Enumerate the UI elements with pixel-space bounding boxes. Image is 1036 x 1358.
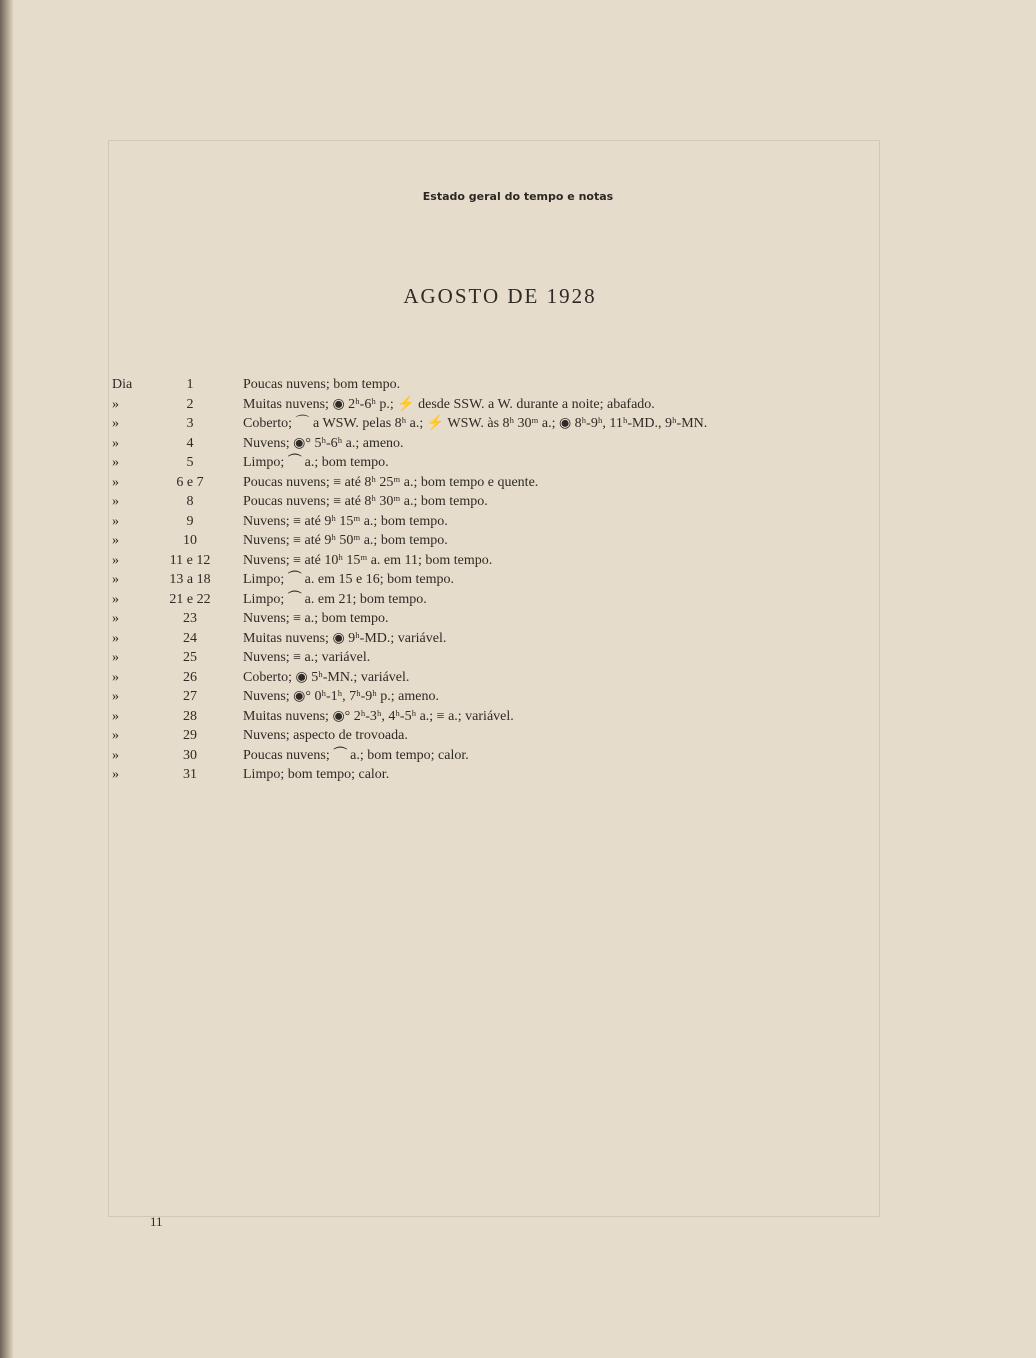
table-row bbox=[0, 668, 1036, 688]
note-cell: Muitas nuvens; ◉ 2ʰ-6ʰ p.; ⚡ desde SSW. a W. durante a noite; abafado. bbox=[243, 396, 655, 412]
page-title: AGOSTO DE 1928 bbox=[403, 284, 597, 308]
day-cell: 25 bbox=[183, 650, 197, 665]
row-label: » bbox=[112, 689, 119, 704]
note-cell: Muitas nuvens; ◉ 9ʰ-MD.; variável. bbox=[243, 630, 447, 646]
note-cell: Nuvens; ◉° 0ʰ-1ʰ, 7ʰ-9ʰ p.; ameno. bbox=[243, 689, 439, 704]
note-cell: Poucas nuvens; bom tempo. bbox=[243, 377, 401, 392]
day-cell: 31 bbox=[183, 767, 197, 782]
table-row bbox=[0, 434, 1036, 454]
row-label: » bbox=[112, 611, 119, 626]
table-row bbox=[0, 512, 1036, 532]
row-label: » bbox=[112, 474, 119, 490]
row-label: » bbox=[112, 494, 119, 509]
day-cell: 9 bbox=[186, 513, 194, 529]
table-row bbox=[0, 414, 1036, 434]
note-cell: Nuvens; ≡ até 9ʰ 15ᵐ a.; bom tempo. bbox=[243, 513, 448, 529]
row-label: » bbox=[112, 650, 119, 665]
row-label: » bbox=[112, 416, 119, 431]
table-row bbox=[0, 453, 1036, 473]
section-header: Estado geral do tempo e notas bbox=[422, 190, 614, 203]
row-label: » bbox=[112, 552, 119, 568]
page-number: 11 bbox=[150, 1214, 163, 1229]
row-label: » bbox=[112, 669, 119, 685]
row-label: » bbox=[112, 767, 119, 782]
note-cell: Muitas nuvens; ◉° 2ʰ-3ʰ, 4ʰ-5ʰ a.; ≡ a.; variável. bbox=[243, 708, 514, 724]
note-cell: Poucas nuvens; ≡ até 8ʰ 30ᵐ a.; bom tempo. bbox=[243, 494, 488, 509]
note-cell: Coberto; ◉ 5ʰ-MN.; variável. bbox=[243, 669, 410, 685]
note-cell: Limpo; ⏜ a.; bom tempo. bbox=[243, 455, 389, 470]
note-cell: Poucas nuvens; ≡ até 8ʰ 25ᵐ a.; bom tempo e quente. bbox=[243, 474, 539, 490]
day-cell: 30 bbox=[183, 747, 197, 763]
note-cell: Limpo; ⏜ a. em 21; bom tempo. bbox=[243, 591, 427, 607]
day-cell: 2 bbox=[186, 396, 194, 412]
table-row bbox=[0, 609, 1036, 629]
day-cell: 8 bbox=[186, 494, 194, 509]
day-cell: 1 bbox=[186, 377, 194, 392]
note-cell: Nuvens; ≡ até 9ʰ 50ᵐ a.; bom tempo. bbox=[243, 533, 448, 548]
day-cell: 23 bbox=[183, 611, 197, 626]
table-row bbox=[0, 746, 1036, 766]
day-cell: 5 bbox=[186, 455, 194, 470]
note-cell: Limpo; bom tempo; calor. bbox=[243, 767, 390, 782]
table-row bbox=[0, 590, 1036, 610]
table-row bbox=[0, 570, 1036, 590]
note-cell: Coberto; ⌒ a WSW. pelas 8ʰ a.; ⚡ WSW. às 8ʰ 30ᵐ a.; ◉ 8ʰ-9ʰ, 11ʰ-MD., 9ʰ-MN. bbox=[243, 416, 708, 431]
row-label: » bbox=[112, 396, 119, 412]
day-cell: 4 bbox=[186, 435, 194, 451]
day-cell: 27 bbox=[183, 689, 197, 704]
row-label: » bbox=[112, 455, 119, 470]
table-row bbox=[0, 707, 1036, 727]
row-label: » bbox=[112, 728, 119, 743]
table-row bbox=[0, 473, 1036, 493]
table-row bbox=[0, 765, 1036, 785]
row-label: » bbox=[112, 630, 119, 646]
day-cell: 11 e 12 bbox=[169, 552, 211, 568]
weather-table bbox=[0, 375, 1036, 785]
day-cell: 6 e 7 bbox=[176, 474, 204, 490]
row-label: » bbox=[112, 435, 119, 451]
day-cell: 29 bbox=[183, 728, 197, 743]
table-row bbox=[0, 395, 1036, 415]
day-cell: 10 bbox=[183, 533, 197, 548]
table-row bbox=[0, 726, 1036, 746]
note-cell: Nuvens; aspecto de trovoada. bbox=[243, 728, 408, 743]
table-row bbox=[0, 531, 1036, 551]
note-cell: Nuvens; ≡ até 10ʰ 15ᵐ a. em 11; bom tempo. bbox=[243, 552, 493, 568]
table-row bbox=[0, 492, 1036, 512]
row-label: » bbox=[112, 591, 119, 607]
table-row bbox=[0, 629, 1036, 649]
table-row bbox=[0, 551, 1036, 571]
row-label: » bbox=[112, 708, 119, 724]
table-row bbox=[0, 648, 1036, 668]
table-row bbox=[0, 375, 1036, 395]
note-cell: Nuvens; ◉° 5ʰ-6ʰ a.; ameno. bbox=[243, 435, 404, 451]
day-cell: 13 a 18 bbox=[169, 572, 211, 587]
day-cell: 3 bbox=[186, 416, 194, 431]
row-label: » bbox=[112, 533, 119, 548]
row-label: Dia bbox=[112, 377, 133, 392]
note-cell: Nuvens; ≡ a.; variável. bbox=[243, 650, 371, 665]
note-cell: Limpo; ⏜ a. em 15 e 16; bom tempo. bbox=[243, 572, 454, 587]
day-cell: 24 bbox=[183, 630, 197, 646]
table-row bbox=[0, 687, 1036, 707]
day-cell: 26 bbox=[183, 669, 197, 685]
row-label: » bbox=[112, 572, 119, 587]
day-cell: 28 bbox=[183, 708, 197, 724]
note-cell: Nuvens; ≡ a.; bom tempo. bbox=[243, 611, 389, 626]
row-label: » bbox=[112, 747, 119, 763]
day-cell: 21 e 22 bbox=[169, 591, 211, 607]
note-cell: Poucas nuvens; ⏜ a.; bom tempo; calor. bbox=[243, 747, 469, 763]
row-label: » bbox=[112, 513, 119, 529]
